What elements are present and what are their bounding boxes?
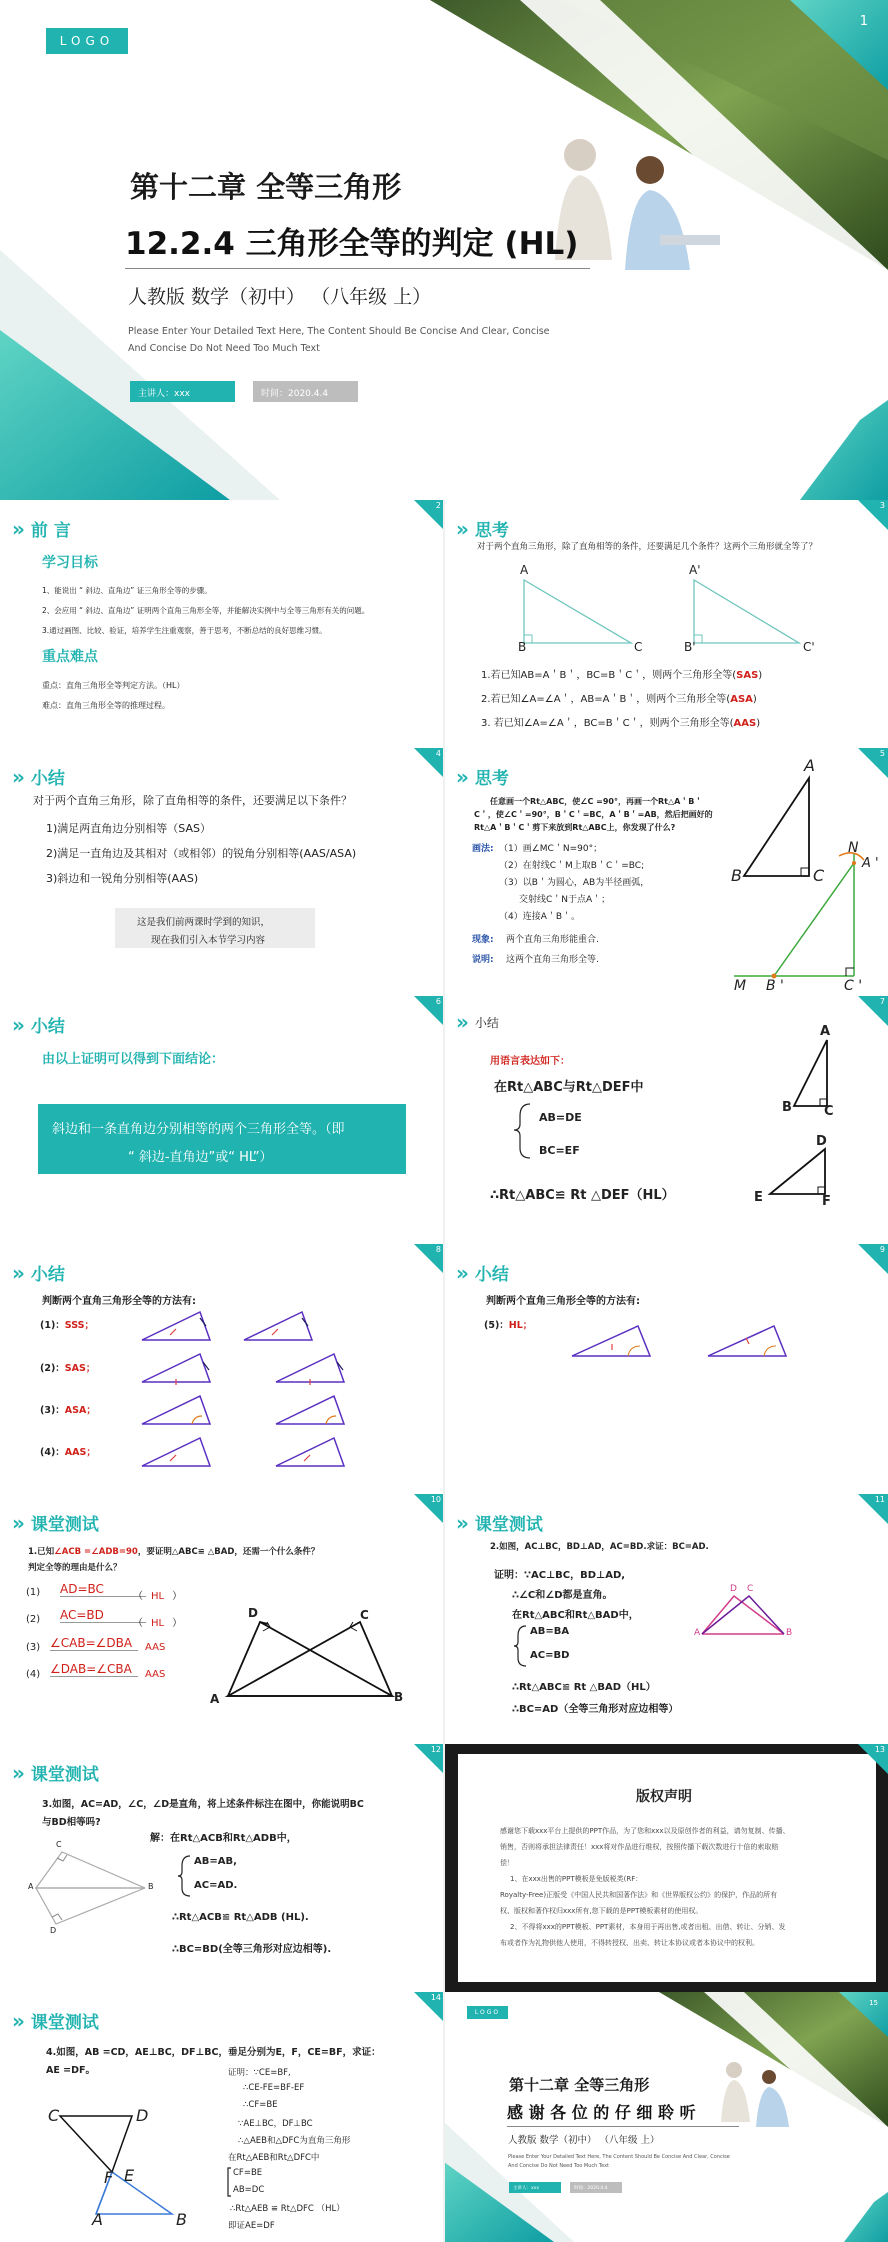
chevron-icon: » (12, 1510, 25, 1535)
info-line-2: 现在我们引入本节学习内容 (151, 935, 266, 946)
label-C: C (634, 640, 643, 654)
desc-line-2: And Concise Do Not Need Too Much Text (508, 2163, 609, 2169)
thanks-title: 感 谢 各 位 的 仔 细 聆 听 (507, 2103, 696, 2122)
subheading-keypoints: 重点难点 (42, 649, 98, 665)
proof-line-3: ∴CF=BE (243, 2100, 278, 2110)
goal-2: 2、会应用 “ 斜边、直角边” 证明两个直角三角形全等，并能解决实例中与全等三角形有关的问题。 (42, 606, 370, 615)
reason-value: HL (151, 1618, 165, 1629)
item-1: 1)满足两直角边分别相等（SAS） (46, 822, 211, 835)
condition-3 (481, 714, 760, 729)
slide-title: 课堂测试 (474, 1515, 543, 1535)
label-A: A (804, 756, 815, 775)
title-divider (125, 268, 590, 269)
question-text: 判断两个直角三角形全等的方法有: (42, 1296, 196, 1307)
solution-line-2: AB=AB, (194, 1856, 237, 1867)
answer-2: AC=BD (60, 1608, 146, 1623)
solution-line-3: AC=AD. (194, 1880, 238, 1891)
method-label: 画法: (472, 844, 494, 854)
q1-prefix: 1.已知 (28, 1547, 55, 1557)
question-line-2: AE =DF。 (46, 2065, 95, 2076)
chevron-icon: » (12, 2008, 25, 2033)
chevron-icon: » (456, 1510, 469, 1535)
proof-line-10: 即证AE=DF (228, 2221, 275, 2231)
question-text: 对于两个直角三角形，除了直角相等的条件，还要满足几个条件？这两个三角形就全等了？ (477, 542, 818, 552)
label-C: C (813, 866, 825, 885)
slide-title: 小结 (30, 1017, 65, 1037)
item-2: 2)满足一直角边及其相对（或相邻）的锐角分别相等(AAS/ASA) (46, 847, 357, 860)
copyright-p6: 权、版权和著作权归xxx所有,您下载的是PPT模板素材的使用权。 (500, 1907, 703, 1915)
answer-1: AD=BC (60, 1582, 146, 1597)
question-text: 判断两个直角三角形全等的方法有: (486, 1296, 640, 1307)
label-B: B (518, 640, 527, 654)
condition-2-end: ) (752, 694, 757, 705)
page-number: 1 (859, 14, 868, 29)
method-3-value: ASA； (64, 1405, 96, 1416)
chevron-icon: » (456, 516, 469, 541)
method-2-label: (2)： (40, 1363, 65, 1374)
label-B: B (731, 866, 742, 885)
slide-title: 课堂测试 (30, 1765, 99, 1785)
condition-3-text: 3. 若已知∠A=∠A＇，BC=B＇C＇，则两个三角形全等( (481, 718, 734, 729)
slide-number: 4 (435, 749, 441, 758)
speaker-badge: 主讲人：xxx (509, 2182, 561, 2193)
slide-title: 课堂测试 (30, 1515, 99, 1535)
copyright-p2: 销售，否则将承担法律责任！xxx将对作品进行维权，按照传播下载次数进行十倍的索取赔 (500, 1843, 779, 1851)
label-B-prime: B' (684, 640, 696, 654)
q1-highlight: ∠ACB =∠ADB=90 (54, 1547, 138, 1557)
question-line-2: 判定全等的理由是什么？ (28, 1563, 122, 1573)
title-divider (507, 2126, 739, 2127)
copyright-p7: 2、不得将xxx的PPT模板、PPT素材，本身用于再出售,或者出租、出借、转让、分销、发 (510, 1923, 786, 1931)
chevron-icon: » (456, 1010, 469, 1034)
slide-number: 3 (879, 501, 885, 510)
label-E: E (124, 2166, 135, 2185)
context-text: 在Rt△ABC与Rt△DEF中 (494, 1080, 644, 1095)
slide-3 (444, 500, 888, 748)
label-C: C (824, 1104, 834, 1119)
slide-8 (0, 1244, 444, 1494)
label-A: A (694, 1628, 701, 1638)
chapter-title: 第十二章 全等三角形 (509, 2076, 650, 2094)
copyright-p8: 布或者作为礼物供他人使用，不得转授权、出卖、转让本协议或者本协议中的权利。 (500, 1939, 759, 1947)
slide-number: 15 (869, 1999, 878, 2007)
question-line-1: 3.如图，AC=AD，∠C，∠D是直角，将上述条件标注在图中，你能说明BC (42, 1799, 364, 1810)
step-3b: 交射线C＇N于点A＇； (519, 895, 611, 905)
label-A: A (210, 1692, 220, 1706)
copyright-p1: 感谢您下载xxx平台上提供的PPT作品，为了您和xxx以及原创作者的利益，请勿复制、传播、 (500, 1827, 790, 1835)
slide-number: 5 (879, 749, 885, 758)
slide-number: 2 (435, 501, 441, 510)
slide-9 (444, 1244, 888, 1494)
chevron-icon: » (456, 1260, 469, 1285)
slide-title: 思考 (474, 769, 509, 789)
language-label: 用语言表达如下： (490, 1056, 570, 1067)
label-B: B (782, 1100, 792, 1115)
method-4-label: (4)： (40, 1447, 65, 1458)
slide-10 (0, 1494, 444, 1744)
label-A-prime: A' (689, 563, 701, 577)
label-B: B (148, 1882, 154, 1891)
desc-line-1: Please Enter Your Detailed Text Here, The Content Should Be Concise And Clear, Concise (508, 2154, 730, 2160)
goal-1: 1、能说出 “ 斜边、直角边” 证三角形全等的步骤。 (42, 586, 212, 595)
method-4-value: AAS； (64, 1447, 96, 1458)
prompt-line-3: Rt△A＇B＇C＇剪下来放到Rt△ABC上，你发现了什么? (474, 823, 676, 832)
method-3-label: (3)： (40, 1405, 65, 1416)
question-line-1: 4.如图，AB =CD，AE⊥BC，DF⊥BC，垂足分别为E，F，CE=BF，求证： (46, 2047, 381, 2058)
keypoint-2: 难点：直角三角形全等的推理过程。 (42, 701, 170, 710)
question-text: 对于两个直角三角形，除了直角相等的条件，还要满足以下条件？ (33, 794, 352, 807)
label-C: C (747, 1584, 754, 1594)
answer-3-num: (3) (26, 1642, 41, 1653)
logo[interactable]: LOGO (467, 2006, 508, 2019)
condition-3-answer: AAS (733, 718, 757, 729)
slide-2 (0, 500, 444, 748)
slide-number: 8 (435, 1245, 441, 1254)
label-N: N (848, 840, 859, 856)
slide-4 (0, 748, 444, 996)
slide-14 (0, 1992, 444, 2242)
slide-title: 思考 (474, 521, 509, 541)
condition-1-answer: SAS (736, 670, 759, 681)
label-B: B (176, 2210, 187, 2229)
result-text: ∴Rt△ABC≌ Rt △DEF（HL） (490, 1188, 675, 1203)
proof-line-1: 证明：∵CE=BF, (228, 2068, 291, 2078)
paren-close: ） (172, 1618, 183, 1629)
q1-rest: ，要证明△ABC≌ △BAD，还需一个什么条件？ (137, 1547, 320, 1557)
conclusion-line-1: 斜边和一条直角边分别相等的两个三角形全等。（即 (52, 1122, 345, 1137)
solution-line-5: ∴BC=BD(全等三角形对应边相等). (172, 1944, 332, 1955)
copyright-p3: 偿！ (500, 1859, 514, 1867)
slide-title: 小结 (30, 769, 65, 789)
label-C-prime: C' (803, 640, 815, 654)
desc-line-1: Please Enter Your Detailed Text Here, The Content Should Be Concise And Clear, Concise (128, 326, 550, 337)
label-C: C (56, 1840, 62, 1849)
proof-line-4: AB=BA (530, 1626, 570, 1637)
label-A: A (28, 1882, 34, 1891)
slide-title: 小结 (30, 1265, 65, 1285)
label-A: A (820, 1024, 831, 1039)
end-slide (444, 1992, 888, 2242)
slide-number: 10 (430, 1495, 441, 1504)
answer-4: ∠DAB=∠CBA (50, 1662, 138, 1677)
condition-2 (481, 690, 757, 705)
crossed-triangles-figure (0, 1494, 444, 1744)
slide-title: 课堂测试 (30, 2013, 99, 2033)
equation-1: AB=DE (539, 1111, 582, 1124)
slide-title: 小结 (474, 1265, 509, 1285)
slide-title: 小结 (474, 1015, 499, 1030)
slide-7 (444, 996, 888, 1244)
phenomenon-label: 现象: (472, 935, 494, 945)
label-D: D (248, 1606, 258, 1620)
method-5-label: (5)： (484, 1320, 509, 1331)
label-B-prime: B ' (766, 978, 784, 994)
label-B: B (786, 1628, 793, 1638)
slide-11 (444, 1494, 888, 1744)
paren-open: （ (133, 1618, 143, 1629)
explanation-label: 说明: (472, 955, 494, 965)
proof-line-9: ∴Rt△AEB ≌ Rt△DFC （HL） (230, 2204, 345, 2214)
label-C: C (48, 2106, 60, 2125)
label-M: M (734, 978, 747, 994)
edition-text: 人教版 数学（初中） （八年级 上） (128, 286, 432, 308)
chevron-icon: » (12, 1760, 25, 1785)
method-triangles (0, 1244, 444, 1494)
time-badge: 时间：2020.4.4 (253, 381, 358, 402)
question-text: 2.如图，AC⊥BC，BD⊥AD，AC=BD.求证：BC=AD. (490, 1542, 709, 1552)
slide-number: 7 (879, 997, 885, 1006)
solution-line-4: ∴Rt△ACB≌ Rt△ADB (HL). (172, 1912, 309, 1923)
condition-1-end: ) (758, 670, 763, 681)
chevron-icon: » (12, 1260, 25, 1285)
desc-line-2: And Concise Do Not Need Too Much Text (128, 343, 320, 354)
label-D: D (136, 2106, 149, 2125)
keypoint-1: 重点：直角三角形全等判定方法。（HL） (42, 681, 185, 690)
equation-2: BC=EF (539, 1144, 580, 1157)
subheading-goals: 学习目标 (42, 555, 98, 571)
kite-figure (0, 1744, 444, 1992)
label-D: D (50, 1926, 57, 1935)
paren-open: （ (133, 1591, 143, 1602)
label-D: D (816, 1134, 827, 1149)
prompt-line-2: C＇，使∠C＇=90°，B＇C＇=BC，A＇B＇=AB，然后把画好的 (474, 810, 713, 819)
label-B: B (394, 1690, 404, 1704)
slide-number: 14 (430, 1993, 441, 2002)
step-1: （1）画∠MC＇N=90°； (499, 844, 603, 854)
label-C: C (360, 1608, 369, 1622)
figure (444, 1494, 888, 1744)
label-A: A (92, 2210, 103, 2229)
chevron-icon: » (12, 1012, 25, 1037)
explanation-text: 这两个直角三角形全等. (506, 955, 599, 965)
proof-line-4: ∵AE⊥BC，DF⊥BC (238, 2119, 313, 2129)
slide-number: 11 (874, 1495, 885, 1504)
proof-line-3: 在Rt△ABC和Rt△BAD中， (512, 1610, 639, 1621)
step-4: （4）连接A＇B＇。 (499, 912, 581, 922)
answer-3-reason: AAS (145, 1642, 166, 1653)
item-3: 3)斜边和一锐角分别相等(AAS) (46, 872, 199, 885)
cover-slide (0, 0, 888, 500)
slide-13 (444, 1744, 888, 1992)
label-F: F (822, 1194, 831, 1209)
slide-number: 12 (430, 1745, 441, 1754)
chevron-icon: » (12, 764, 25, 789)
slide-6 (0, 996, 444, 1244)
method-5-value: HL； (508, 1320, 533, 1331)
chapter-title: 第十二章 全等三角形 (130, 170, 402, 204)
chevron-icon: » (456, 764, 469, 789)
proof-line-7: ∴BC=AD（全等三角形对应边相等） (512, 1704, 679, 1715)
copyright-p4: 1、在xxx出售的PPT模板是免版税类(RF： (510, 1875, 643, 1883)
label-D: D (730, 1584, 737, 1594)
reason-value: HL (151, 1591, 165, 1602)
question-line-2: 与BD相等吗? (42, 1817, 101, 1828)
answer-2-num: (2) (26, 1614, 41, 1625)
slide-5 (444, 748, 888, 996)
paren-close: ） (172, 1591, 183, 1602)
proof-line-7: CF=BE (233, 2168, 263, 2178)
edition-text: 人教版 数学（初中） （八年级 上） (508, 2135, 660, 2146)
speaker-badge: 主讲人：xxx (130, 381, 235, 402)
slide-title: 前 言 (30, 521, 71, 541)
proof-line-6: ∴Rt△ABC≌ Rt △BAD（HL） (512, 1682, 656, 1693)
time-badge: 时间：2020.4.4 (570, 2182, 622, 2193)
proof-line-2: ∴∠C和∠D都是直角。 (512, 1590, 613, 1601)
copyright-p5: Royalty-Free)正版受《中国人民共和国著作法》和《世界版权公约》的保护，作品的所有 (500, 1891, 778, 1899)
figure (0, 1992, 444, 2242)
slide-number: 13 (874, 1745, 885, 1754)
slide-number: 9 (879, 1245, 885, 1254)
step-2: （2）在射线C＇M上取B＇C＇=BC; (499, 861, 645, 871)
conclusion-line-2: “ 斜边-直角边”或“ HL”） (128, 1150, 273, 1165)
hl-triangles (444, 1244, 888, 1494)
condition-1-text: 1.若已知AB=A＇B＇，BC=B＇C＇，则两个三角形全等( (481, 670, 737, 681)
phenomenon-text: 两个直角三角形能重合. (506, 935, 599, 945)
slide-separator (443, 500, 445, 2242)
condition-3-end: ) (756, 718, 761, 729)
intro-text: 由以上证明可以得到下面结论： (42, 1052, 225, 1067)
step-3: （3）以B＇为圆心，AB为半径画弧， (499, 878, 650, 888)
logo[interactable]: LOGO (46, 28, 128, 54)
condition-1 (481, 666, 762, 681)
condition-2-answer: ASA (730, 694, 753, 705)
info-line-1: 这是我们前两课时学到的知识， (137, 917, 271, 928)
chevron-icon: » (12, 516, 25, 541)
answer-4-reason: AAS (145, 1669, 166, 1680)
proof-line-5: ∴△AEB和△DFC为直角三角形 (238, 2136, 351, 2146)
triangles-figure (444, 500, 888, 748)
method-1-label: (1)： (40, 1320, 65, 1331)
answer-3: ∠CAB=∠DBA (50, 1636, 138, 1651)
prompt-line-1: 任意画一个Rt△ABC，使∠C =90°，再画一个Rt△A＇B＇ (490, 797, 703, 806)
label-F: F (104, 2168, 114, 2187)
goal-3: 3.通过画图、比较、验证，培养学生注重观察，善于思考，不断总结的良好思维习惯。 (42, 626, 327, 635)
label-C-prime: C ' (844, 978, 863, 994)
lesson-title: 12.2.4 三角形全等的判定 (HL) (125, 226, 579, 262)
proof-line-6: 在Rt△AEB和Rt△DFC中 (228, 2153, 320, 2163)
condition-2-text: 2.若已知∠A=∠A＇，AB=A＇B＇，则两个三角形全等( (481, 694, 731, 705)
answer-1-num: (1) (26, 1587, 41, 1598)
solution-line-1: 解：在Rt△ACB和Rt△ADB中， (150, 1833, 297, 1844)
proof-line-2: ∴CE-FE=BF-EF (243, 2083, 305, 2093)
proof-line-5: AC=BD (530, 1650, 570, 1661)
slide-12 (0, 1744, 444, 1992)
method-1-value: SSS； (64, 1320, 94, 1331)
slide-number: 6 (435, 997, 441, 1006)
label-A: A (520, 563, 529, 577)
label-E: E (754, 1190, 763, 1205)
method-2-value: SAS； (64, 1363, 96, 1374)
label-A-prime: A ' (862, 856, 879, 871)
proof-line-8: AB=DC (233, 2185, 265, 2195)
proof-line-1: 证明：∵AC⊥BC，BD⊥AD, (494, 1570, 626, 1581)
copyright-title: 版权声明 (636, 1789, 692, 1805)
answer-4-num: (4) (26, 1669, 41, 1680)
